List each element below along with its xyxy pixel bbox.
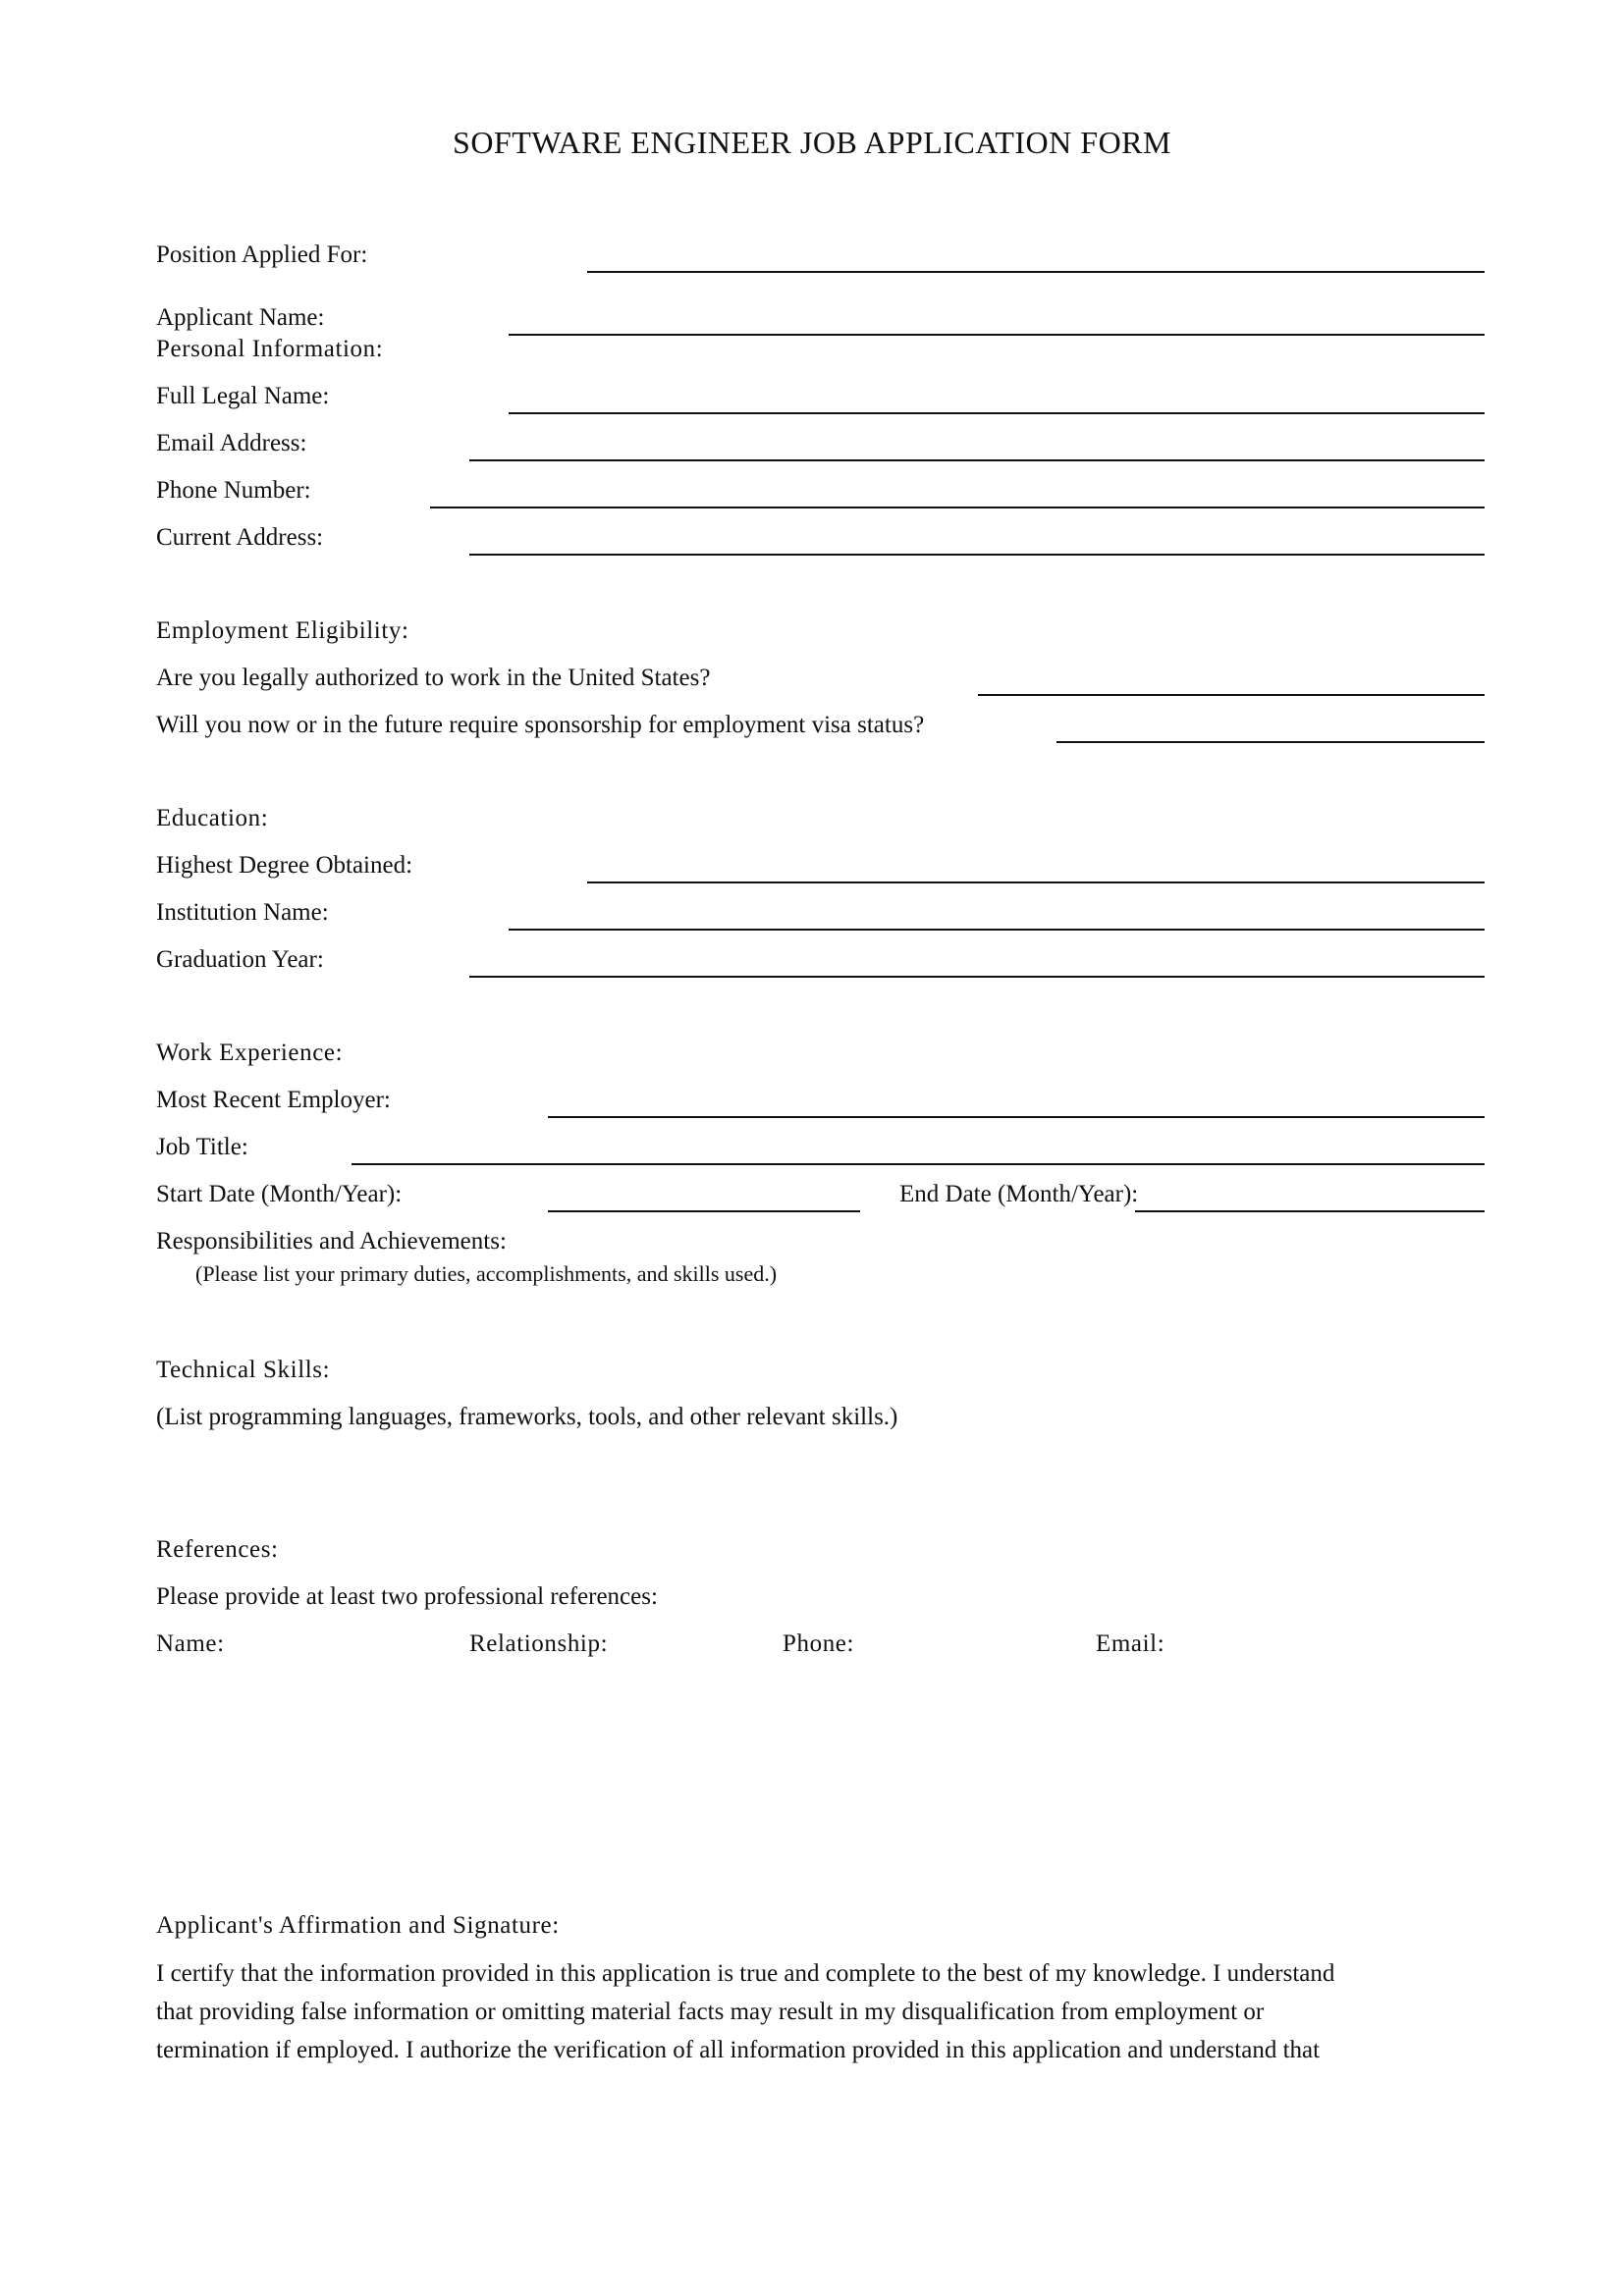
job-title-field[interactable] (352, 1163, 1485, 1165)
form-title: SOFTWARE ENGINEER JOB APPLICATION FORM (453, 125, 1171, 160)
references-instruction: Please provide at least two professional references: (156, 1583, 658, 1610)
affirmation-line: I certify that the information provided in this application is true and complete to the best of my knowledge. I understand (156, 1960, 1335, 1987)
graduation-year-label: Graduation Year: (156, 946, 324, 973)
full-legal-name-field[interactable] (509, 412, 1485, 414)
work-authorization-label: Are you legally authorized to work in the United States? (156, 665, 711, 691)
full-legal-name-label: Full Legal Name: (156, 383, 330, 409)
graduation-year-field[interactable] (469, 976, 1485, 978)
start-date-field[interactable] (548, 1210, 860, 1212)
work-authorization-field[interactable] (978, 694, 1485, 696)
position-applied-field[interactable] (587, 271, 1485, 273)
highest-degree-label: Highest Degree Obtained: (156, 852, 413, 879)
email-address-field[interactable] (469, 459, 1485, 461)
end-date-field[interactable] (1135, 1210, 1485, 1212)
sponsorship-field[interactable] (1056, 741, 1485, 743)
affirmation-paragraph (156, 1954, 1491, 2069)
phone-number-field[interactable] (430, 507, 1485, 508)
start-date-label: Start Date (Month/Year): (156, 1181, 403, 1207)
references-heading: References: (156, 1536, 279, 1563)
job-title-label: Job Title: (156, 1134, 248, 1160)
applicant-name-label: Applicant Name: (156, 304, 325, 331)
institution-name-field[interactable] (509, 929, 1485, 931)
highest-degree-field[interactable] (587, 881, 1485, 883)
recent-employer-field[interactable] (548, 1116, 1485, 1118)
responsibilities-label: Responsibilities and Achievements: (156, 1228, 507, 1255)
affirmation-line: that providing false information or omitting material facts may result in my disqualification from employment or (156, 1999, 1265, 2025)
affirmation-heading: Applicant's Affirmation and Signature: (156, 1912, 560, 1939)
current-address-field[interactable] (469, 554, 1485, 556)
eligibility-heading: Employment Eligibility: (156, 617, 409, 644)
position-applied-label: Position Applied For: (156, 241, 368, 268)
technical-skills-heading: Technical Skills: (156, 1357, 331, 1383)
recent-employer-label: Most Recent Employer: (156, 1087, 391, 1113)
email-address-label: Email Address: (156, 430, 307, 456)
work-experience-heading: Work Experience: (156, 1040, 344, 1066)
education-heading: Education: (156, 805, 269, 831)
sponsorship-label: Will you now or in the future require sponsorship for employment visa status? (156, 712, 925, 738)
end-date-label: End Date (Month/Year): (899, 1181, 1139, 1207)
reference-name-column: Name: (156, 1630, 225, 1657)
personal-info-heading: Personal Information: (156, 336, 384, 362)
applicant-name-field[interactable] (509, 334, 1485, 336)
phone-number-label: Phone Number: (156, 477, 311, 504)
technical-skills-hint: (List programming languages, frameworks, tools, and other relevant skills.) (156, 1404, 898, 1430)
reference-email-column: Email: (1096, 1630, 1165, 1657)
responsibilities-hint: (Please list your primary duties, accomplishments, and skills used.) (195, 1261, 778, 1286)
reference-phone-column: Phone: (783, 1630, 855, 1657)
affirmation-line: termination if employed. I authorize the verification of all information provided in this application and understand that (156, 2037, 1321, 2063)
current-address-label: Current Address: (156, 524, 324, 551)
institution-name-label: Institution Name: (156, 899, 329, 926)
reference-relationship-column: Relationship: (469, 1630, 609, 1657)
